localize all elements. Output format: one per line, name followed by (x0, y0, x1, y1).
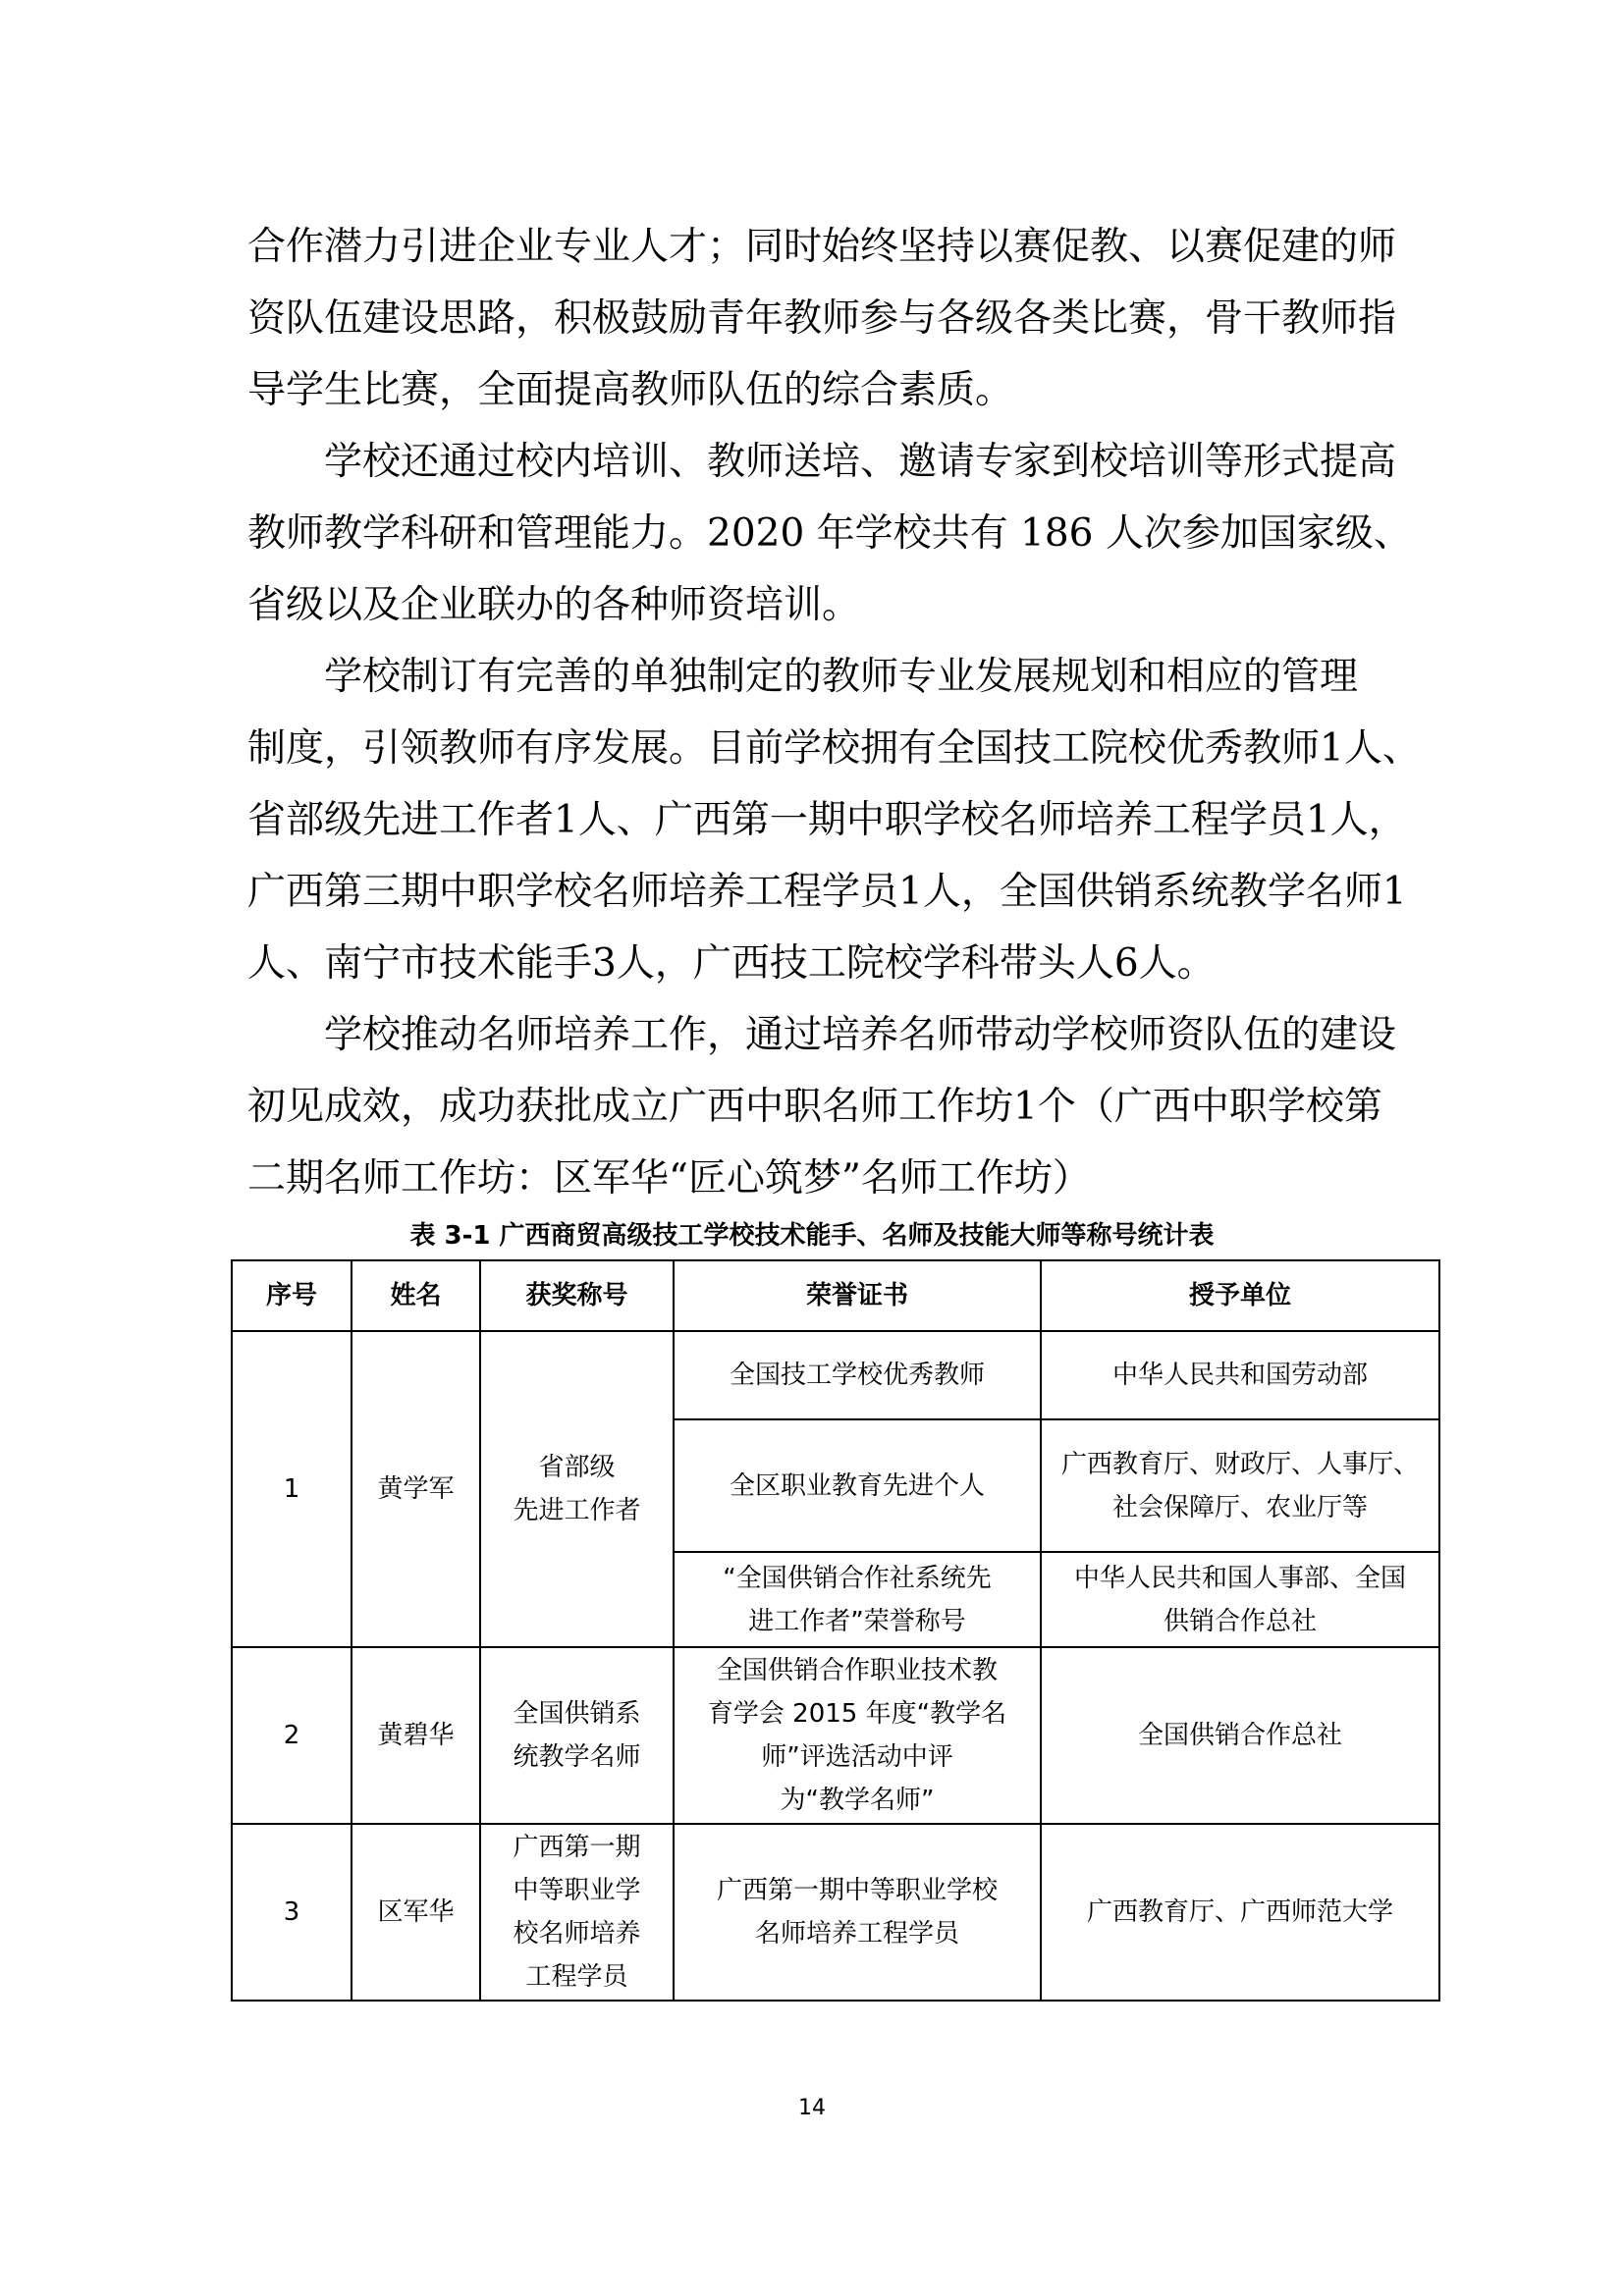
cell-certificate (674, 1647, 1041, 1824)
cell-award (480, 1824, 674, 2001)
paragraph-1-line-2: 资队伍建设思路，积极鼓励青年教师参与各级各类比赛，骨干教师指 (247, 296, 1397, 341)
paragraph-2-line-3: 省级以及企业联办的各种师资培训。 (247, 583, 861, 627)
award-line: 省部级 (538, 1453, 616, 1482)
cell-name: 区军华 (352, 1824, 480, 2001)
header-issuer: 授予单位 (1041, 1260, 1439, 1331)
award-line: 统教学名师 (513, 1742, 641, 1772)
paragraph-2-line-2: 教师教学科研和管理能力。2020 年学校共有 186 人次参加国家级、 (247, 511, 1412, 556)
issuer-line: 广西教育厅、广西师范大学 (1086, 1897, 1393, 1927)
certificate-line: 为“教学名师” (780, 1786, 935, 1815)
award-line: 先进工作者 (513, 1496, 641, 1525)
award-line: 工程学员 (525, 1962, 628, 1992)
award-line: 校名师培养 (513, 1919, 641, 1949)
cell-issuer (1041, 1419, 1439, 1552)
cell-no: 2 (232, 1647, 352, 1824)
paragraph-4-line-1: 学校推动名师培养工作，通过培养名师带动学校师资队伍的建设 (324, 1013, 1397, 1057)
table-row (232, 1824, 1439, 2001)
header-certificate: 荣誉证书 (674, 1260, 1041, 1331)
paragraph-2-line-1: 学校还通过校内培训、教师送培、邀请专家到校培训等形式提高 (324, 440, 1397, 484)
certificate-line: 广西第一期中等职业学校 (716, 1876, 998, 1905)
cell-certificate (674, 1331, 1041, 1419)
award-line: 广西第一期 (513, 1833, 641, 1862)
paragraph-3-line-5: 人、南宁市技术能手3人，广西技工院校学科带头人6人。 (247, 941, 1216, 986)
cell-issuer (1041, 1824, 1439, 2001)
issuer-line: 广西教育厅、财政厅、人事厅、 (1060, 1449, 1419, 1479)
honors-table (231, 1259, 1440, 2002)
cell-award (480, 1647, 674, 1824)
header-no: 序号 (232, 1260, 352, 1331)
table-row (232, 1331, 1439, 1419)
header-name: 姓名 (352, 1260, 480, 1331)
cell-award (480, 1331, 674, 1647)
certificate-line: 进工作者”荣誉称号 (748, 1606, 966, 1636)
issuer-line: 供销合作总社 (1163, 1606, 1317, 1636)
certificate-line: 师”评选活动中评 (761, 1742, 953, 1772)
cell-issuer (1041, 1552, 1439, 1647)
issuer-line: 中华人民共和国人事部、全国 (1073, 1563, 1406, 1593)
certificate-line: 育学会 2015 年度“教学名 (707, 1699, 1007, 1729)
paragraph-4-line-2: 初见成效，成功获批成立广西中职名师工作坊1个（广西中职学校第 (247, 1085, 1382, 1129)
award-line: 全国供销系 (513, 1699, 641, 1729)
certificate-line: 全国技工学校优秀教师 (729, 1361, 985, 1390)
certificate-line: 全国供销合作职业技术教 (716, 1656, 998, 1685)
cell-no: 3 (232, 1824, 352, 2001)
cell-issuer (1041, 1647, 1439, 1824)
table-header-row (232, 1260, 1439, 1331)
cell-no: 1 (232, 1331, 352, 1647)
certificate-line: 全区职业教育先进个人 (729, 1470, 985, 1501)
cell-certificate (674, 1419, 1041, 1552)
certificate-line: “全国供销合作社系统先 (723, 1563, 992, 1593)
award-line: 中等职业学 (513, 1876, 641, 1905)
table-caption: 表 3-1 广西商贸高级技工学校技术能手、名师及技能大师等称号统计表 (409, 1221, 1215, 1251)
certificate-line: 名师培养工程学员 (754, 1919, 959, 1949)
paragraph-3-line-1: 学校制订有完善的单独制定的教师专业发展规划和相应的管理 (324, 655, 1359, 699)
header-award: 获奖称号 (480, 1260, 674, 1331)
paragraph-3-line-3: 省部级先进工作者1人、广西第一期中职学校名师培养工程学员1人， (247, 798, 1407, 842)
table-row (232, 1647, 1439, 1824)
issuer-line: 社会保障厅、农业厅等 (1111, 1492, 1368, 1522)
cell-issuer (1041, 1331, 1439, 1419)
cell-name: 黄碧华 (352, 1647, 480, 1824)
paragraph-3-line-4: 广西第三期中职学校名师培养工程学员1人，全国供销系统教学名师1 (247, 870, 1407, 914)
page-number: 14 (798, 2096, 826, 2120)
cell-certificate (674, 1824, 1041, 2001)
cell-name: 黄学军 (352, 1331, 480, 1647)
cell-certificate (674, 1552, 1041, 1647)
paragraph-4-line-3: 二期名师工作坊：区军华“匠心筑梦”名师工作坊） (247, 1156, 1091, 1201)
paragraph-1-line-3: 导学生比赛，全面提高教师队伍的综合素质。 (247, 368, 1014, 412)
paragraph-1-line-1: 合作潜力引进企业专业人才；同时始终坚持以赛促教、以赛促建的师 (247, 225, 1397, 269)
issuer-line: 全国供销合作总社 (1137, 1721, 1342, 1750)
paragraph-3-line-2: 制度，引领教师有序发展。目前学校拥有全国技工院校优秀教师1人、 (247, 726, 1421, 771)
issuer-line: 中华人民共和国劳动部 (1111, 1361, 1368, 1390)
